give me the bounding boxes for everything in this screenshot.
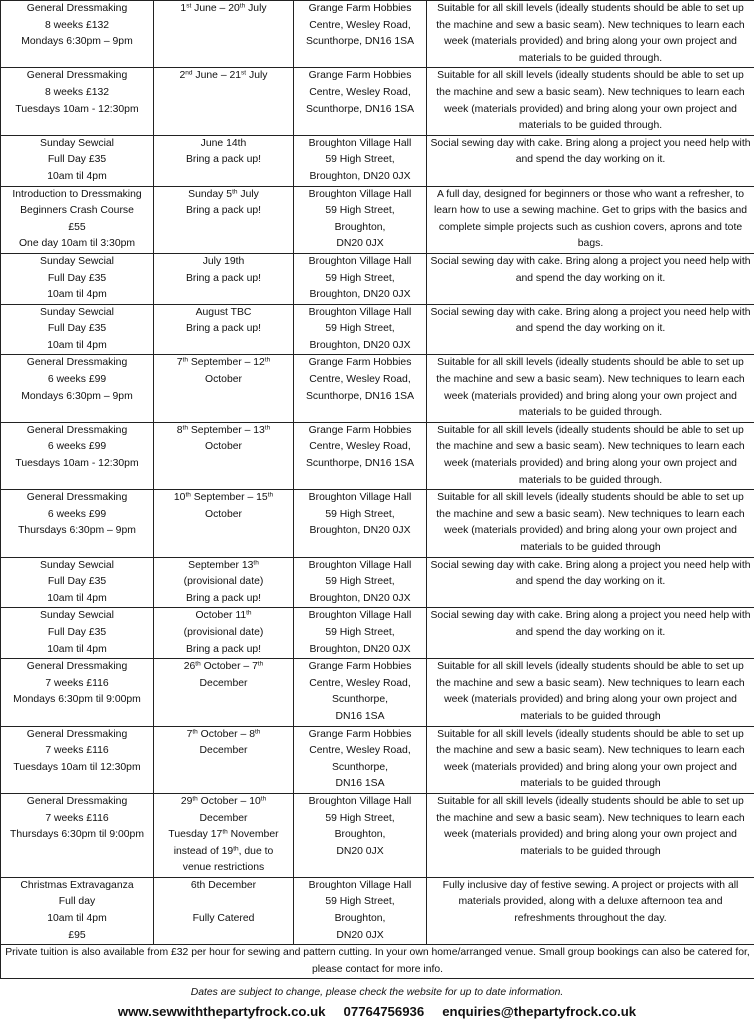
- venue-cell: [294, 135, 427, 186]
- course-line: Full Day £35: [47, 272, 107, 284]
- course-cell: [1, 608, 154, 659]
- dates-line: [156, 355, 291, 372]
- dates-text: venue restrictions: [182, 862, 265, 874]
- course-line: 7 weeks £116: [45, 677, 109, 689]
- course-cell: [1, 1, 154, 68]
- dates-text: Bring a pack up!: [185, 592, 262, 604]
- course-line: Introduction to Dressmaking: [12, 188, 142, 200]
- course-row: [1, 253, 754, 304]
- course-row: [1, 304, 754, 355]
- venue-line: 59 High Street,: [325, 272, 395, 284]
- description-cell: Fully inclusive day of festive sewing. A project or projects with all materials provided, along with a deluxe afternoon tea and refreshments throughout the day.: [427, 877, 754, 944]
- dates-text: Sunday 5: [188, 188, 233, 200]
- venue-line: Broughton, DN20 0JX: [309, 289, 411, 301]
- dates-cell: [154, 1, 294, 68]
- course-cell: [1, 726, 154, 793]
- dates-text: October 11: [195, 610, 247, 622]
- dates-line: [156, 152, 291, 169]
- dates-text: July: [237, 188, 259, 200]
- venue-line: DN20 0JX: [336, 845, 384, 857]
- venue-cell: [294, 659, 427, 726]
- dates-text: October: [205, 374, 242, 386]
- ordinal-suffix: th: [246, 609, 252, 617]
- course-line: General Dressmaking: [26, 728, 128, 740]
- course-line: Sunday Sewcial: [40, 610, 114, 622]
- course-line: Beginners Crash Course: [20, 205, 134, 217]
- dates-line: [156, 372, 291, 389]
- dates-text: 7: [176, 357, 183, 369]
- email-link[interactable]: enquiries@thepartyfrock.co.uk: [442, 1004, 637, 1019]
- dates-line: [156, 439, 291, 456]
- description-cell: Suitable for all skill levels (ideally students should be able to set up the machine and sew a basic seam). New techniques to learn each week (materials provided) and bring along your own project and materials to be guided through.: [427, 68, 754, 135]
- venue-line: Broughton Village Hall: [308, 610, 412, 622]
- course-cell: [1, 135, 154, 186]
- ordinal-suffix: th: [257, 660, 264, 668]
- dates-text: September 13: [188, 559, 254, 571]
- venue-line: Grange Farm Hobbies: [308, 661, 412, 673]
- course-line: Thursdays 6:30pm – 9pm: [18, 525, 136, 537]
- venue-cell: [294, 726, 427, 793]
- venue-line: 59 High Street,: [325, 812, 395, 824]
- course-line: 10am til 4pm: [47, 339, 107, 351]
- venue-cell: [294, 68, 427, 135]
- course-line: General Dressmaking: [26, 492, 128, 504]
- dates-line: [156, 574, 291, 591]
- course-cell: [1, 68, 154, 135]
- dates-line: [156, 794, 291, 811]
- venue-line: 59 High Street,: [325, 576, 395, 588]
- venue-cell: [294, 793, 427, 877]
- course-row: [1, 68, 754, 135]
- venue-line: Broughton,: [334, 221, 386, 233]
- dates-line: [156, 894, 291, 911]
- description-cell: Social sewing day with cake. Bring along a project you need help with and spend the day working on it.: [427, 557, 754, 608]
- dates-line: [156, 1, 291, 18]
- ordinal-suffix: th: [182, 424, 188, 432]
- description-cell: Social sewing day with cake. Bring along a project you need help with and spend the day working on it.: [427, 253, 754, 304]
- private-tuition-row: [1, 945, 754, 979]
- course-line: Full Day £35: [47, 576, 107, 588]
- dates-line: [156, 558, 291, 575]
- ordinal-suffix: nd: [185, 69, 193, 77]
- dates-text: June 14th: [200, 137, 247, 149]
- ordinal-suffix: th: [260, 795, 267, 803]
- venue-line: Centre, Wesley Road,: [309, 19, 411, 31]
- venue-line: Centre, Wesley Road,: [309, 441, 411, 453]
- dates-text: 26: [183, 661, 196, 673]
- dates-text: October – 7: [200, 661, 258, 673]
- dates-text: July: [246, 70, 268, 82]
- dates-text: July 19th: [202, 255, 245, 267]
- course-line: 10am til 4pm: [47, 592, 107, 604]
- venue-line: Broughton Village Hall: [308, 188, 412, 200]
- venue-line: 59 High Street,: [325, 205, 395, 217]
- venue-cell: [294, 186, 427, 253]
- course-line: 7 weeks £116: [45, 745, 109, 757]
- course-line: General Dressmaking: [26, 70, 128, 82]
- dates-line: [156, 187, 291, 204]
- dates-line: [156, 608, 291, 625]
- venue-cell: [294, 1, 427, 68]
- dates-text: 10: [173, 492, 186, 504]
- course-row: [1, 355, 754, 422]
- course-cell: [1, 253, 154, 304]
- course-row: [1, 422, 754, 489]
- dates-line: [156, 911, 291, 928]
- description-cell: Suitable for all skill levels (ideally students should be able to set up the machine and sew a basic seam). New techniques to learn each week (materials provided) and bring along your own project and materials to be guided through.: [427, 1, 754, 68]
- venue-line: Broughton, DN20 0JX: [309, 339, 411, 351]
- venue-line: Broughton Village Hall: [308, 795, 412, 807]
- ordinal-suffix: st: [186, 2, 192, 10]
- course-line: Mondays 6:30pm til 9:00pm: [13, 694, 141, 706]
- ordinal-suffix: th: [253, 559, 259, 567]
- ordinal-suffix: th: [192, 728, 198, 736]
- dates-text: instead of 19: [173, 845, 234, 857]
- course-row: [1, 490, 754, 557]
- venue-line: 59 High Street,: [325, 896, 395, 908]
- ordinal-suffix: th: [195, 660, 201, 668]
- dates-text: Bring a pack up!: [185, 643, 262, 655]
- dates-text: Fully Catered: [192, 913, 255, 925]
- course-line: 10am til 4pm: [47, 913, 107, 925]
- venue-line: DN16 1SA: [335, 778, 385, 790]
- venue-cell: [294, 490, 427, 557]
- venue-line: Grange Farm Hobbies: [308, 3, 412, 14]
- venue-line: DN16 1SA: [335, 710, 385, 722]
- venue-line: Scunthorpe, DN16 1SA: [305, 36, 414, 48]
- dates-cell: [154, 877, 294, 944]
- course-line: General Dressmaking: [26, 3, 128, 14]
- venue-cell: [294, 877, 427, 944]
- dates-text: 7: [186, 728, 193, 740]
- dates-text: 6th December: [190, 879, 257, 891]
- venue-line: Broughton Village Hall: [308, 492, 412, 504]
- dates-text: August TBC: [195, 306, 252, 318]
- venue-line: Broughton Village Hall: [308, 255, 412, 267]
- dates-text: Bring a pack up!: [185, 272, 262, 284]
- venue-line: Broughton,: [334, 829, 386, 841]
- venue-line: Scunthorpe,: [331, 761, 389, 773]
- dates-line: [156, 490, 291, 507]
- venue-line: Broughton, DN20 0JX: [309, 592, 411, 604]
- dates-text: September – 12: [187, 357, 265, 369]
- venue-line: 59 High Street,: [325, 626, 395, 638]
- ordinal-suffix: th: [264, 424, 271, 432]
- dates-text: 8: [176, 424, 183, 436]
- dates-cell: [154, 490, 294, 557]
- ordinal-suffix: th: [267, 491, 274, 499]
- venue-line: Scunthorpe, DN16 1SA: [305, 103, 414, 115]
- dates-cell: [154, 659, 294, 726]
- course-line: Christmas Extravaganza: [20, 879, 134, 891]
- dates-line: [156, 676, 291, 693]
- course-cell: [1, 793, 154, 877]
- course-line: One day 10am til 3:30pm: [18, 238, 136, 250]
- course-line: 6 weeks £99: [47, 374, 107, 386]
- venue-line: Broughton,: [334, 913, 386, 925]
- dates-text: 1: [180, 3, 187, 14]
- ordinal-suffix: th: [232, 188, 238, 196]
- dates-cell: [154, 557, 294, 608]
- course-line: Tuesdays 10am - 12:30pm: [15, 103, 139, 115]
- dates-text: June – 20: [191, 3, 240, 14]
- dates-cell: [154, 68, 294, 135]
- dates-text: October: [205, 508, 242, 520]
- description-cell: Suitable for all skill levels (ideally students should be able to set up the machine and sew a basic seam). New techniques to learn each week (materials provided) and bring along your own project and materials to be guided through: [427, 726, 754, 793]
- venue-line: Scunthorpe,: [331, 694, 389, 706]
- contact-line: [0, 1002, 754, 1022]
- dates-text: 29: [180, 795, 193, 807]
- private-tuition-text: Private tuition is also available from £32 per hour for sewing and pattern cutting. In your own home/arranged venue. Small group bookings can also be catered for, please contact for more info.: [1, 945, 754, 979]
- venue-cell: [294, 422, 427, 489]
- description-cell: Social sewing day with cake. Bring along a project you need help with and spend the day working on it.: [427, 135, 754, 186]
- dates-text: October – 10: [197, 795, 261, 807]
- venue-line: Broughton Village Hall: [308, 559, 412, 571]
- ordinal-suffix: th: [254, 728, 261, 736]
- course-line: Full Day £35: [47, 323, 107, 335]
- venue-line: Grange Farm Hobbies: [308, 728, 412, 740]
- course-row: [1, 557, 754, 608]
- dates-text: December: [199, 745, 248, 757]
- course-cell: [1, 557, 154, 608]
- venue-line: Broughton, DN20 0JX: [309, 525, 411, 537]
- venue-line: 59 High Street,: [325, 323, 395, 335]
- course-line: Sunday Sewcial: [40, 255, 114, 267]
- course-cell: [1, 422, 154, 489]
- course-line: Full Day £35: [47, 626, 107, 638]
- dates-text: [222, 896, 225, 907]
- description-cell: Suitable for all skill levels (ideally students should be able to set up the machine and sew a basic seam). New techniques to learn each week (materials provided) and bring along your own project and materials to be guided through.: [427, 422, 754, 489]
- venue-line: Scunthorpe, DN16 1SA: [305, 458, 414, 470]
- course-row: [1, 726, 754, 793]
- course-line: Mondays 6:30pm – 9pm: [21, 36, 133, 48]
- course-line: Sunday Sewcial: [40, 137, 114, 149]
- phone-number: 07764756936: [343, 1004, 425, 1019]
- ordinal-suffix: th: [233, 845, 239, 853]
- course-line: General Dressmaking: [26, 661, 128, 673]
- dates-line: [156, 305, 291, 322]
- venue-line: Scunthorpe, DN16 1SA: [305, 390, 414, 402]
- course-line: £55: [68, 221, 86, 233]
- dates-text: Bring a pack up!: [185, 154, 262, 166]
- course-cell: [1, 186, 154, 253]
- course-line: 10am til 4pm: [47, 643, 107, 655]
- venue-cell: [294, 608, 427, 659]
- dates-line: [156, 507, 291, 524]
- dates-line: [156, 321, 291, 338]
- venue-line: Broughton Village Hall: [308, 879, 412, 891]
- description-cell: Social sewing day with cake. Bring along a project you need help with and spend the day working on it.: [427, 304, 754, 355]
- course-line: 10am til 4pm: [47, 289, 107, 301]
- venue-cell: [294, 304, 427, 355]
- dates-line: [156, 743, 291, 760]
- dates-cell: [154, 726, 294, 793]
- course-schedule-body: [1, 1, 754, 945]
- venue-line: Grange Farm Hobbies: [308, 424, 412, 436]
- ordinal-suffix: th: [182, 356, 188, 364]
- course-line: Full Day £35: [47, 154, 107, 166]
- venue-line: DN20 0JX: [336, 238, 384, 250]
- course-cell: [1, 490, 154, 557]
- course-row: [1, 1, 754, 68]
- venue-line: 59 High Street,: [325, 508, 395, 520]
- dates-line: [156, 423, 291, 440]
- venue-line: Broughton, DN20 0JX: [309, 170, 411, 182]
- dates-cell: [154, 304, 294, 355]
- dates-cell: [154, 186, 294, 253]
- dates-text: December: [199, 677, 248, 689]
- venue-line: Broughton Village Hall: [308, 306, 412, 318]
- dates-text: Bring a pack up!: [185, 205, 262, 217]
- dates-text: December: [199, 812, 248, 824]
- dates-line: [156, 727, 291, 744]
- ordinal-suffix: th: [192, 795, 198, 803]
- dates-line: [156, 203, 291, 220]
- course-row: [1, 608, 754, 659]
- dates-cell: [154, 608, 294, 659]
- course-line: £95: [68, 929, 86, 941]
- course-line: Mondays 6:30pm – 9pm: [21, 390, 133, 402]
- ordinal-suffix: th: [264, 356, 271, 364]
- dates-line: [156, 642, 291, 659]
- dates-text: November: [227, 829, 279, 841]
- dates-cell: [154, 253, 294, 304]
- dates-text: October – 8: [197, 728, 255, 740]
- course-cell: [1, 877, 154, 944]
- description-cell: Suitable for all skill levels (ideally students should be able to set up the machine and sew a basic seam). New techniques to learn each week (materials provided) and bring along your own project and materials to be guided through: [427, 659, 754, 726]
- venue-line: DN20 0JX: [336, 929, 384, 941]
- course-line: 6 weeks £99: [47, 508, 107, 520]
- description-cell: Suitable for all skill levels (ideally students should be able to set up the machine and sew a basic seam). New techniques to learn each week (materials provided) and bring along your own project and materials to be guided through.: [427, 355, 754, 422]
- dates-cell: [154, 135, 294, 186]
- dates-text: 2: [179, 70, 186, 82]
- course-line: 7 weeks £116: [45, 812, 109, 824]
- dates-line: [156, 625, 291, 642]
- dates-text: June – 21: [192, 70, 242, 82]
- course-cell: [1, 355, 154, 422]
- course-cell: [1, 659, 154, 726]
- description-cell: A full day, designed for beginners or those who want a refresher, to learn how to use a sewing machine. Get to grips with the basics and complete simple projects such as cushion covers, aprons and tote bags.: [427, 186, 754, 253]
- course-line: 10am til 4pm: [47, 170, 107, 182]
- venue-line: Centre, Wesley Road,: [309, 745, 411, 757]
- dates-disclaimer: Dates are subject to change, please check the website for up to date information.: [190, 987, 564, 998]
- venue-line: Broughton Village Hall: [308, 137, 412, 149]
- venue-cell: [294, 253, 427, 304]
- description-cell: Suitable for all skill levels (ideally students should be able to set up the machine and sew a basic seam). New techniques to learn each week (materials provided) and bring along your own project and materials to be guided through: [427, 793, 754, 877]
- course-line: 6 weeks £99: [47, 441, 107, 453]
- dates-cell: [154, 355, 294, 422]
- course-row: [1, 793, 754, 877]
- dates-text: October: [205, 441, 242, 453]
- course-line: General Dressmaking: [26, 357, 128, 369]
- dates-line: [156, 591, 291, 608]
- course-line: Sunday Sewcial: [40, 559, 114, 571]
- dates-text: September – 15: [190, 492, 268, 504]
- dates-text: July: [245, 3, 267, 14]
- venue-line: 59 High Street,: [325, 154, 395, 166]
- ordinal-suffix: th: [239, 2, 246, 10]
- course-line: 8 weeks £132: [44, 19, 110, 31]
- venue-line: Centre, Wesley Road,: [309, 86, 411, 98]
- course-line: Thursdays 6:30pm til 9:00pm: [10, 829, 144, 841]
- venue-line: Grange Farm Hobbies: [308, 357, 412, 369]
- website-link[interactable]: www.sewwiththepartyfrock.co.uk: [117, 1004, 326, 1019]
- dates-line: [156, 811, 291, 828]
- dates-line: [156, 659, 291, 676]
- dates-line: [156, 844, 291, 861]
- dates-line: [156, 860, 291, 877]
- dates-line: [156, 878, 291, 895]
- dates-line: [156, 68, 291, 85]
- venue-line: Grange Farm Hobbies: [308, 70, 412, 82]
- venue-line: Broughton, DN20 0JX: [309, 643, 411, 655]
- course-row: [1, 186, 754, 253]
- dates-text: Bring a pack up!: [185, 323, 262, 335]
- ordinal-suffix: th: [185, 491, 191, 499]
- venue-cell: [294, 557, 427, 608]
- course-cell: [1, 304, 154, 355]
- course-row: [1, 659, 754, 726]
- course-row: [1, 877, 754, 944]
- course-row: [1, 135, 754, 186]
- dates-text: (provisional date): [183, 576, 264, 588]
- dates-cell: [154, 422, 294, 489]
- venue-line: Centre, Wesley Road,: [309, 374, 411, 386]
- dates-line: [156, 271, 291, 288]
- dates-line: [156, 827, 291, 844]
- course-line: Tuesdays 10am til 12:30pm: [13, 761, 141, 773]
- course-line: Tuesdays 10am - 12:30pm: [15, 458, 139, 470]
- dates-line: [156, 136, 291, 153]
- course-line: General Dressmaking: [26, 795, 128, 807]
- dates-text: Tuesday 17: [168, 829, 223, 841]
- course-line: Sunday Sewcial: [40, 306, 114, 318]
- ordinal-suffix: th: [222, 828, 228, 836]
- dates-cell: [154, 793, 294, 877]
- ordinal-suffix: st: [241, 69, 247, 77]
- dates-line: [156, 254, 291, 271]
- dates-text: (provisional date): [183, 626, 264, 638]
- venue-line: Centre, Wesley Road,: [309, 677, 411, 689]
- course-line: Full day: [58, 896, 96, 908]
- dates-text: , due to: [238, 845, 274, 857]
- description-cell: Social sewing day with cake. Bring along a project you need help with and spend the day working on it.: [427, 608, 754, 659]
- course-line: General Dressmaking: [26, 424, 128, 436]
- dates-text: September – 13: [187, 424, 265, 436]
- description-cell: Suitable for all skill levels (ideally students should be able to set up the machine and sew a basic seam). New techniques to learn each week (materials provided) and bring along your own project and materials to be guided through: [427, 490, 754, 557]
- venue-cell: [294, 355, 427, 422]
- course-line: 8 weeks £132: [44, 86, 110, 98]
